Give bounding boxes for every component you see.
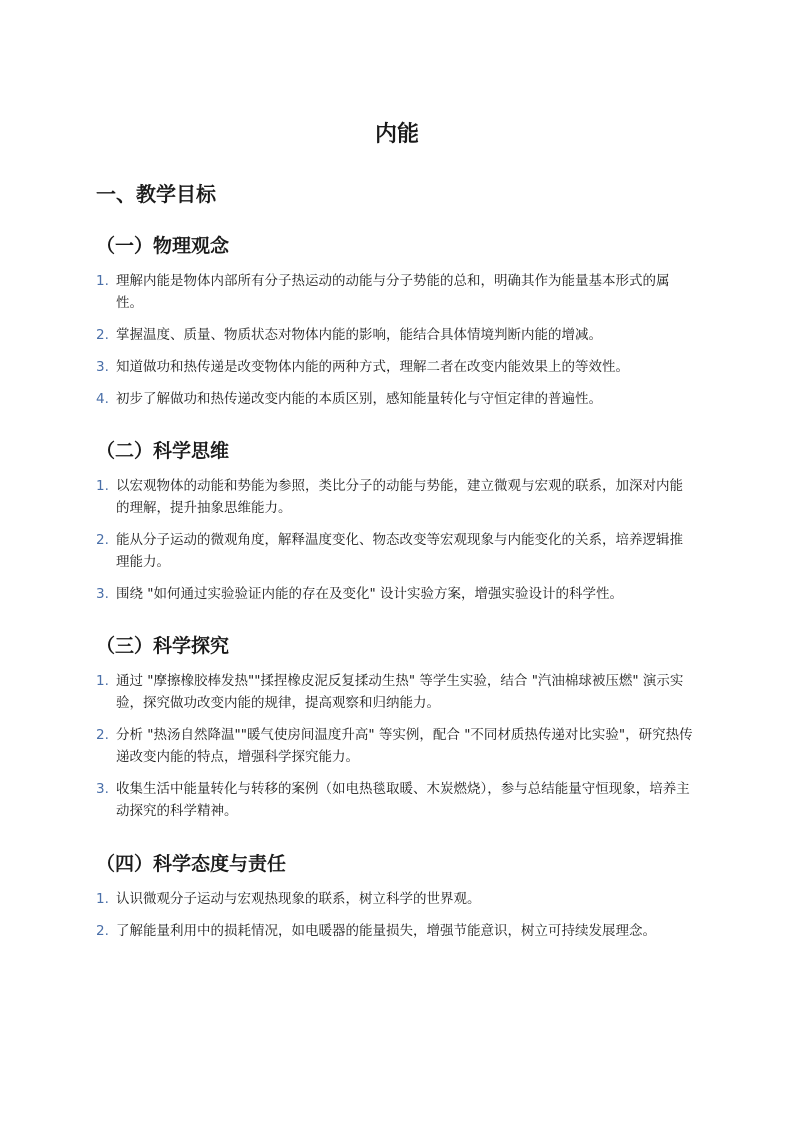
list-item-number: 1. xyxy=(96,891,109,907)
subsection-heading-physics-concept: （一）物理观念 xyxy=(96,235,230,257)
list-item-number: 3. xyxy=(96,781,109,797)
list-item-number: 4. xyxy=(96,391,109,407)
list-item-number: 2. xyxy=(96,727,109,743)
list-item-number: 1. xyxy=(96,273,109,289)
list-item-text: 认识微观分子运动与宏观热现象的联系，树立科学的世界观。 xyxy=(116,891,481,907)
section-heading-teaching-goals: 一、教学目标 xyxy=(96,182,216,206)
subsection-heading-attitude-responsibility: （四）科学态度与责任 xyxy=(96,853,287,875)
subsection-heading-scientific-inquiry: （三）科学探究 xyxy=(96,635,230,657)
list-item-text: 知道做功和热传递是改变物体内能的两种方式，理解二者在改变内能效果上的等效性。 xyxy=(116,359,629,375)
list-item-text: 初步了解做功和热传递改变内能的本质区别，感知能量转化与守恒定律的普遍性。 xyxy=(116,391,602,407)
subsection-heading-scientific-thinking: （二）科学思维 xyxy=(96,440,230,462)
list-item-number: 3. xyxy=(96,359,109,375)
list-item-number: 1. xyxy=(96,478,109,494)
scientific-inquiry-list xyxy=(96,670,696,832)
list-item xyxy=(96,529,696,573)
list-item xyxy=(96,778,696,822)
list-item xyxy=(96,388,696,410)
list-item xyxy=(96,920,696,942)
scientific-thinking-list xyxy=(96,475,696,615)
list-item-number: 1. xyxy=(96,673,109,689)
list-item xyxy=(96,270,696,314)
list-item-text: 围绕 "如何通过实验验证内能的存在及变化" 设计实验方案，增强实验设计的科学性。 xyxy=(116,586,624,602)
list-item-text: 了解能量利用中的损耗情况，如电暖器的能量损失，增强节能意识，树立可持续发展理念。 xyxy=(116,923,656,939)
list-item xyxy=(96,475,696,519)
list-item-text: 收集生活中能量转化与转移的案例（如电热毯取暖、木炭燃烧），参与总结能量守恒现象，培养主动探究的科学精神。 xyxy=(116,781,690,819)
list-item-text: 掌握温度、质量、物质状态对物体内能的影响，能结合具体情境判断内能的增减。 xyxy=(116,327,602,343)
list-item xyxy=(96,724,696,768)
list-item-text: 分析 "热汤自然降温""暖气使房间温度升高" 等实例，配合 "不同材质热传递对比实验"，研究热传递改变内能的特点，增强科学探究能力。 xyxy=(116,727,693,765)
list-item-number: 2. xyxy=(96,327,109,343)
list-item-text: 能从分子运动的微观角度，解释温度变化、物态改变等宏观现象与内能变化的关系，培养逻辑推理能力。 xyxy=(116,532,683,570)
list-item xyxy=(96,888,696,910)
list-item-number: 3. xyxy=(96,586,109,602)
list-item-number: 2. xyxy=(96,923,109,939)
list-item-number: 2. xyxy=(96,532,109,548)
list-item xyxy=(96,583,696,605)
attitude-responsibility-list xyxy=(96,888,696,952)
list-item xyxy=(96,356,696,378)
list-item xyxy=(96,670,696,714)
list-item xyxy=(96,324,696,346)
list-item-text: 通过 "摩擦橡胶棒发热""揉捏橡皮泥反复揉动生热" 等学生实验，结合 "汽油棉球被压燃" 演示实验，探究做功改变内能的规律，提高观察和归纳能力。 xyxy=(116,673,684,711)
physics-concept-list xyxy=(96,270,696,420)
list-item-text: 以宏观物体的动能和势能为参照，类比分子的动能与势能，建立微观与宏观的联系，加深对内能的理解，提升抽象思维能力。 xyxy=(116,478,683,516)
list-item-text: 理解内能是物体内部所有分子热运动的动能与分子势能的总和，明确其作为能量基本形式的属性。 xyxy=(116,273,670,311)
document-title: 内能 xyxy=(374,122,419,147)
